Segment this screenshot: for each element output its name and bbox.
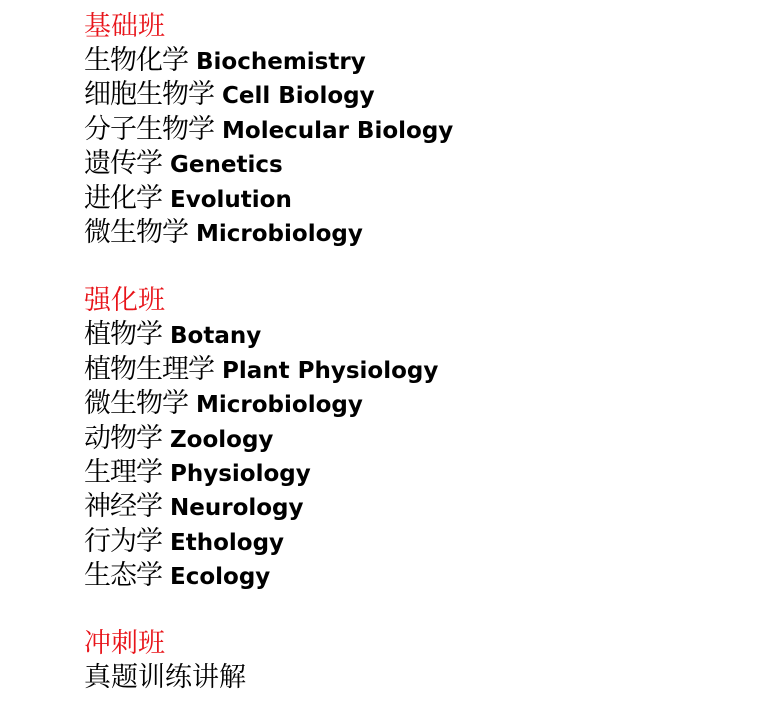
course-name-en: Botany xyxy=(170,323,262,350)
course-name-cn: 动物学 xyxy=(84,422,162,454)
course-name-cn: 遗传学 xyxy=(84,148,162,180)
course-item xyxy=(84,456,744,490)
course-name-en: Zoology xyxy=(170,426,274,453)
course-item xyxy=(84,182,744,216)
course-name-cn: 行为学 xyxy=(84,525,162,557)
course-name-cn: 微生物学 xyxy=(84,216,188,248)
course-item xyxy=(84,661,744,695)
course-name-en: Neurology xyxy=(170,495,304,522)
section-intensive xyxy=(84,284,744,593)
course-item xyxy=(84,525,744,559)
course-item xyxy=(84,78,744,112)
course-item xyxy=(84,216,744,250)
course-name-cn: 神经学 xyxy=(84,491,162,523)
course-name-cn: 植物学 xyxy=(84,319,162,351)
course-name-cn: 微生物学 xyxy=(84,388,188,420)
course-name-cn: 细胞生物学 xyxy=(84,79,214,111)
course-item xyxy=(84,147,744,181)
course-name-en: Microbiology xyxy=(196,220,363,247)
section-heading: 冲刺班 xyxy=(84,628,165,660)
section-heading: 基础班 xyxy=(84,11,165,42)
course-name-en: Cell Biology xyxy=(222,83,375,110)
course-name-en: Microbiology xyxy=(196,392,363,419)
course-name-cn: 真题训练讲解 xyxy=(84,662,246,694)
course-item xyxy=(84,318,744,352)
course-name-en: Genetics xyxy=(170,152,283,179)
section-foundation xyxy=(84,10,744,250)
course-name-cn: 生物化学 xyxy=(84,45,188,76)
course-name-en: Physiology xyxy=(170,460,311,487)
course-item xyxy=(84,44,744,78)
course-item xyxy=(84,353,744,387)
course-name-cn: 分子生物学 xyxy=(84,113,214,145)
course-outline xyxy=(84,10,744,696)
course-name-cn: 进化学 xyxy=(84,182,162,214)
course-item xyxy=(84,490,744,524)
course-item xyxy=(84,559,744,593)
course-name-cn: 生态学 xyxy=(84,560,162,592)
course-item xyxy=(84,113,744,147)
course-name-cn: 植物生理学 xyxy=(84,353,214,385)
course-name-en: Ethology xyxy=(170,529,285,556)
course-name-en: Evolution xyxy=(170,186,292,213)
section-heading: 强化班 xyxy=(84,285,165,317)
course-item xyxy=(84,387,744,421)
course-name-en: Ecology xyxy=(170,564,271,591)
course-name-en: Biochemistry xyxy=(196,49,366,75)
section-sprint xyxy=(84,627,744,695)
course-name-cn: 生理学 xyxy=(84,456,162,488)
course-item xyxy=(84,422,744,456)
course-name-en: Molecular Biology xyxy=(222,117,454,144)
course-name-en: Plant Physiology xyxy=(222,357,439,384)
